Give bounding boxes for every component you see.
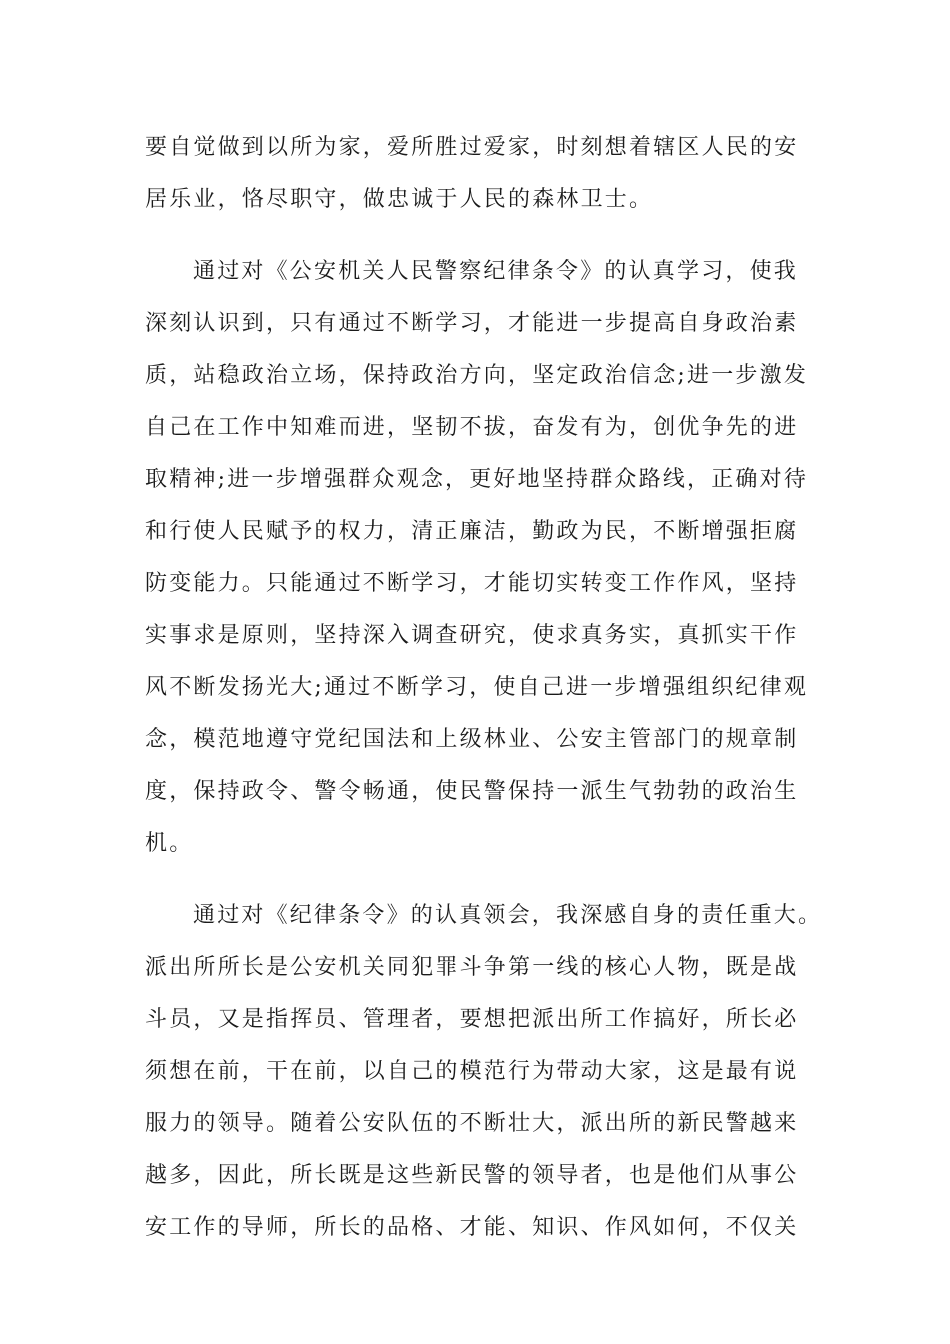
text-line: 取精神;进一步增强群众观念，更好地坚持群众路线，正确对待 bbox=[145, 467, 809, 492]
text-line: 越多，因此，所长既是这些新民警的领导者，也是他们从事公 bbox=[145, 1163, 799, 1188]
paragraph-1 bbox=[145, 122, 805, 226]
text-line: 通过对《公安机关人民警察纪律条令》的认真学习，使我 bbox=[193, 259, 799, 284]
text-line: 念，模范地遵守党纪国法和上级林业、公安主管部门的规章制 bbox=[145, 727, 799, 752]
text-line: 和行使人民赋予的权力，清正廉洁，勤政为民，不断增强拒腐 bbox=[145, 519, 799, 544]
text-line: 机。 bbox=[145, 831, 194, 856]
text-line: 服力的领导。随着公安队伍的不断壮大，派出所的新民警越来 bbox=[145, 1111, 799, 1136]
text-line: 须想在前，干在前，以自己的模范行为带动大家，这是最有说 bbox=[145, 1059, 799, 1084]
text-line: 通过对《纪律条令》的认真领会，我深感自身的责任重大。 bbox=[193, 903, 823, 928]
text-line: 质，站稳政治立场，保持政治方向，坚定政治信念;进一步激发 bbox=[145, 363, 809, 388]
document-body bbox=[145, 122, 823, 1254]
text-line: 实事求是原则，坚持深入调查研究，使求真务实，真抓实干作 bbox=[145, 623, 799, 648]
paragraph-gap bbox=[145, 870, 805, 890]
text-line: 派出所所长是公安机关同犯罪斗争第一线的核心人物，既是战 bbox=[145, 955, 799, 980]
paragraph-2 bbox=[145, 246, 809, 870]
text-line: 要自觉做到以所为家，爱所胜过爱家，时刻想着辖区人民的安 bbox=[145, 135, 799, 160]
text-line: 度，保持政令、警令畅通，使民警保持一派生气勃勃的政治生 bbox=[145, 779, 799, 804]
text-line: 斗员，又是指挥员、管理者，要想把派出所工作搞好，所长必 bbox=[145, 1007, 799, 1032]
text-line: 风不断发扬光大;通过不断学习，使自己进一步增强组织纪律观 bbox=[145, 675, 809, 700]
text-line: 深刻认识到，只有通过不断学习，才能进一步提高自身政治素 bbox=[145, 311, 799, 336]
text-line: 防变能力。只能通过不断学习，才能切实转变工作作风，坚持 bbox=[145, 571, 799, 596]
paragraph-3 bbox=[145, 890, 823, 1254]
text-line: 居乐业，恪尽职守，做忠诚于人民的森林卫士。 bbox=[145, 187, 654, 212]
paragraph-gap bbox=[145, 226, 805, 246]
text-line: 安工作的导师，所长的品格、才能、知识、作风如何，不仅关 bbox=[145, 1215, 799, 1240]
text-line: 自己在工作中知难而进，坚韧不拔，奋发有为，创优争先的进 bbox=[145, 415, 799, 440]
